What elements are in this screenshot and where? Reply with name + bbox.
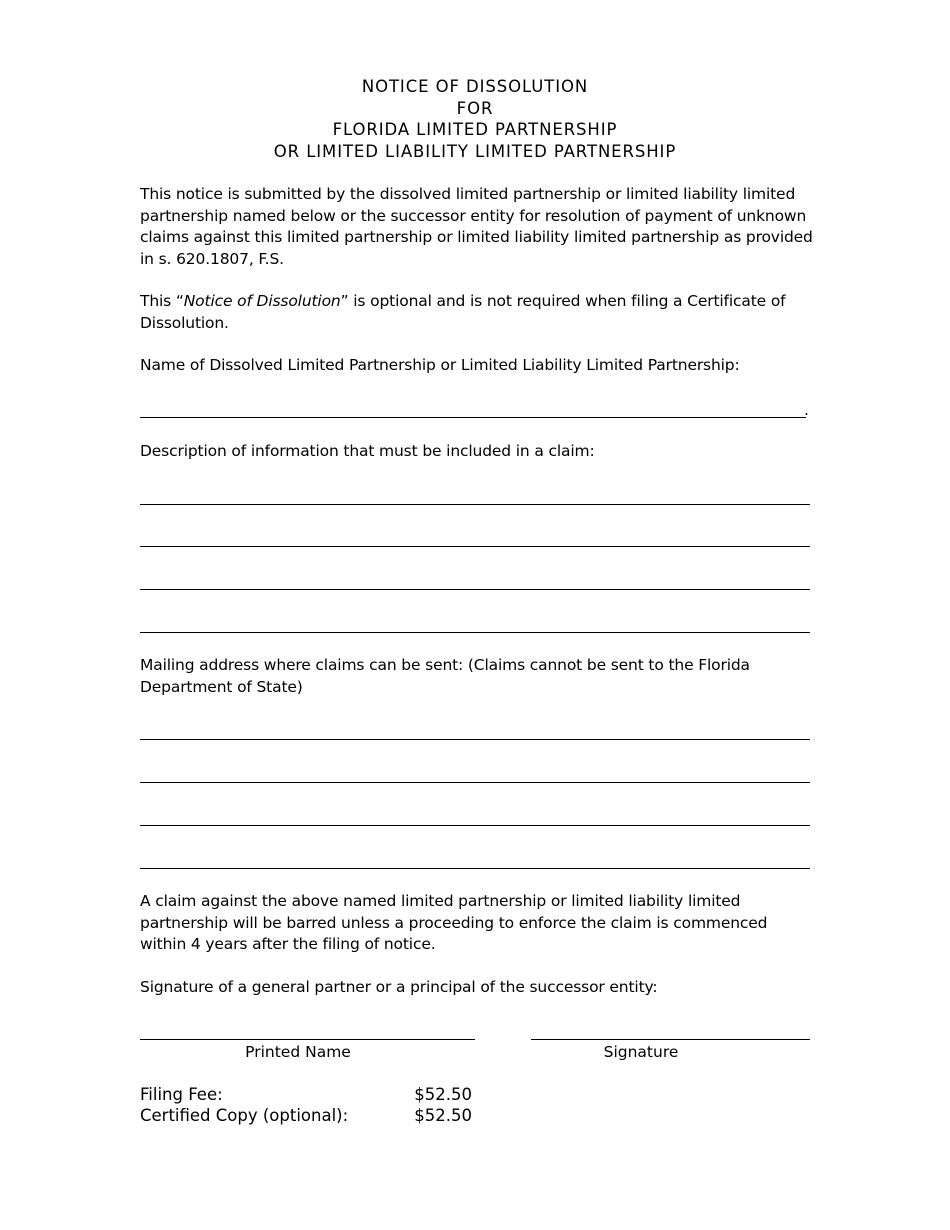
printed-name-caption: Printed Name (245, 1043, 351, 1061)
printed-name-line[interactable] (140, 1039, 475, 1040)
title-line-2: FOR (456, 98, 494, 118)
filing-fee-amount: $52.50 (414, 1085, 472, 1104)
intro-text: This notice is submitted by the dissolved limited partnership or limited liability limited partnership named below or the successor entity for resolution of payment of unknown claims against this limited partnership or limited liability limited partnership as provided in s. 620.1807, F.S. (140, 185, 813, 268)
mailing-line-4[interactable] (140, 868, 810, 869)
claim-notice (140, 891, 815, 956)
description-line-2[interactable] (140, 546, 810, 547)
optional-note (140, 291, 815, 334)
intro-paragraph (140, 184, 815, 270)
name-label (140, 355, 815, 377)
optional-note-prefix: This “ (140, 292, 184, 310)
optional-note-emphasis: Notice of Dissolution (183, 292, 341, 310)
signature-label (140, 977, 815, 999)
title-line-3: FLORIDA LIMITED PARTNERSHIP (332, 120, 618, 139)
mailing-label-text: Mailing address where claims can be sent: (Claims cannot be sent to the Florida Department of State) (140, 656, 750, 696)
signature-label-text: Signature of a general partner or a principal of the successor entity: (140, 978, 658, 996)
certified-copy-label: Certified Copy (optional): (140, 1106, 349, 1125)
signature-line[interactable] (531, 1039, 810, 1040)
description-line-3[interactable] (140, 589, 810, 590)
certified-copy-amount: $52.50 (414, 1106, 472, 1125)
mailing-line-1[interactable] (140, 739, 810, 740)
title-line-4: OR LIMITED LIABILITY LIMITED PARTNERSHIP (273, 141, 677, 161)
filing-fee-label: Filing Fee: (140, 1085, 223, 1104)
mailing-label (140, 655, 815, 698)
name-label-text: Name of Dissolved Limited Partnership or Limited Liability Limited Partnership: (140, 356, 740, 374)
title-line-1: NOTICE OF DISSOLUTION (361, 77, 589, 96)
mailing-line-3[interactable] (140, 825, 810, 826)
claim-notice-text: A claim against the above named limited partnership or limited liability limited partnership will be barred unless a proceeding to enforce the claim is commenced within 4 years after the filing of notice. (140, 892, 768, 953)
description-label (140, 441, 815, 463)
name-field-line[interactable] (140, 417, 806, 418)
description-line-4[interactable] (140, 632, 810, 633)
signature-caption: Signature (603, 1043, 679, 1061)
name-field-period: . (804, 401, 809, 419)
optional-note-suffix: ” is optional and is not required when filing a Certificate of Dissolution. (140, 292, 786, 332)
mailing-line-2[interactable] (140, 782, 810, 783)
description-label-text: Description of information that must be included in a claim: (140, 442, 595, 460)
form-title (0, 76, 950, 162)
description-line-1[interactable] (140, 504, 810, 505)
